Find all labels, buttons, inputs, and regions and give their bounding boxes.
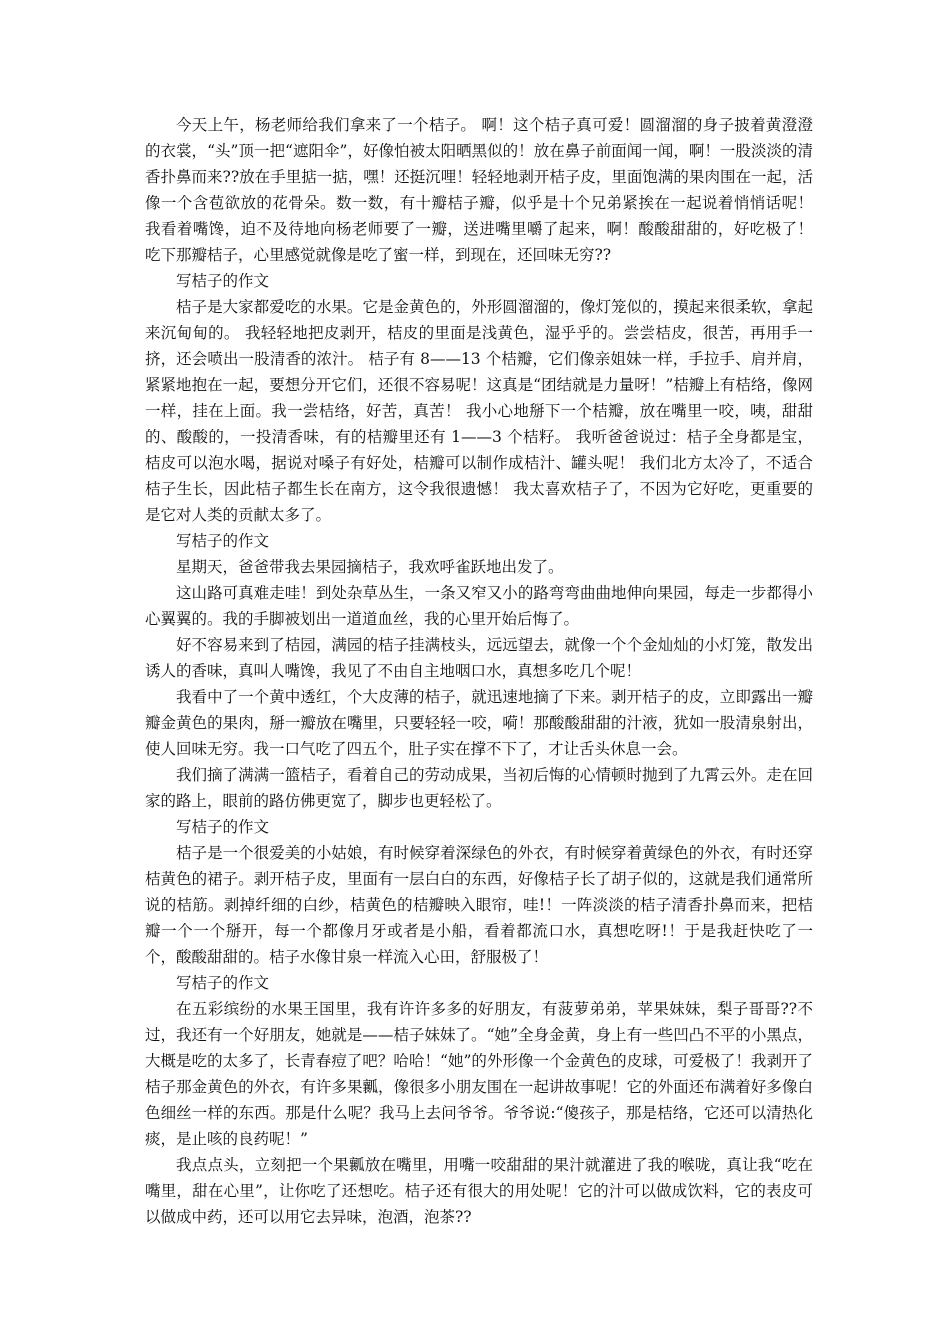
paragraph: 今天上午，杨老师给我们拿来了一个桔子。 啊！这个桔子真可爱！圆溜溜的身子披着黄澄澄的衣裳，“头”顶一把“遮阳伞”，好像怕被太阳晒黑似的！放在鼻子前面闻一闻，啊！一股淡淡的清香扑鼻而来??放在手里掂一掂，嘿！还挺沉哩！轻轻地剥开桔子皮，里面饱满的果肉围在一起，活像一个含苞欲放的花骨朵。数一数，有十瓣桔子瓣，似乎是十个兄弟紧挨在一起说着悄悄话呢！ 我看着嘴馋，迫不及待地向杨老师要了一瓣，送进嘴里嚼了起来，啊！酸酸甜甜的，好吃极了！ 吃下那瓣桔子，心里感觉就像是吃了蜜一样，到现在，还回味无穷?? <box>145 116 813 264</box>
paragraph: 我们摘了满满一篮桔子，看着自己的劳动成果，当初后悔的心情顿时抛到了九霄云外。走在回家的路上，眼前的路仿佛更宽了，脚步也更轻松了。 <box>145 766 813 810</box>
section-title: 写桔子的作文 <box>176 818 270 836</box>
paragraph: 好不容易来到了桔园，满园的桔子挂满枝头，远远望去，就像一个个金灿灿的小灯笼，散发出诱人的香味，真叫人嘴馋，我见了不由自主地咽口水，真想多吃几个呢！ <box>145 636 813 680</box>
section-title: 写桔子的作文 <box>176 532 270 550</box>
section-title: 写桔子的作文 <box>176 272 270 290</box>
section-title: 写桔子的作文 <box>176 974 270 992</box>
document-page <box>145 112 813 1230</box>
paragraph: 在五彩缤纷的水果王国里，我有许许多多的好朋友，有菠萝弟弟，苹果妹妹，梨子哥哥??不过，我还有一个好朋友，她就是——桔子妹妹了。“她”全身金黄，身上有一些凹凸不平的小黑点，大概是吃的太多了，长青春痘了吧？哈哈！“她”的外形像一个金黄色的皮球，可爱极了！我剥开了桔子那金黄色的外衣，有许多果瓤，像很多小朋友围在一起讲故事呢！它的外面还布满着好多像白色细丝一样的东西。那是什么呢？我马上去问爷爷。爷爷说:“傻孩子，那是桔络，它还可以清热化痰，是止咳的良药呢！” <box>145 1000 813 1148</box>
paragraph: 星期天，爸爸带我去果园摘桔子，我欢呼雀跃地出发了。 <box>176 558 564 576</box>
paragraph: 这山路可真难走哇！到处杂草丛生，一条又窄又小的路弯弯曲曲地伸向果园，每走一步都得小心翼翼的。我的手脚被划出一道道血丝，我的心里开始后悔了。 <box>145 584 813 628</box>
paragraph: 我点点头，立刻把一个果瓤放在嘴里，用嘴一咬甜甜的果汁就灌进了我的喉咙，真让我“吃在嘴里，甜在心里”，让你吃了还想吃。桔子还有很大的用处呢！它的汁可以做成饮料，它的表皮可以做成中药，还可以用它去异味，泡酒，泡茶?? <box>145 1156 813 1226</box>
paragraph: 我看中了一个黄中透红，个大皮薄的桔子，就迅速地摘了下来。剥开桔子的皮，立即露出一瓣瓣金黄色的果肉，掰一瓣放在嘴里，只要轻轻一咬，嗬！那酸酸甜甜的汁液，犹如一股清泉射出，使人回味无穷。我一口气吃了四五个，肚子实在撑不下了，才让舌头休息一会。 <box>145 688 813 758</box>
paragraph: 桔子是一个很爱美的小姑娘，有时候穿着深绿色的外衣，有时候穿着黄绿色的外衣，有时还穿桔黄色的裙子。剥开桔子皮，里面有一层白白的东西，好像桔子长了胡子似的，这就是我们通常所说的桔筋。剥掉纤细的白纱，桔黄色的桔瓣映入眼帘，哇!！一阵淡淡的桔子清香扑鼻而来，把桔瓣一个一个掰开，每一个都像月牙或者是小船，看着都流口水，真想吃呀!！于是我赶快吃了一个，酸酸甜甜的。桔子水像甘泉一样流入心田，舒服极了！ <box>145 844 813 966</box>
paragraph: 桔子是大家都爱吃的水果。它是金黄色的，外形圆溜溜的，像灯笼似的，摸起来很柔软，拿起来沉甸甸的。 我轻轻地把皮剥开，桔皮的里面是浅黄色，湿乎乎的。尝尝桔皮，很苦，再用手一挤，还会喷出一股清香的浓汁。 桔子有 8——13 个桔瓣，它们像亲姐妹一样，手拉手、肩并肩，紧紧地抱在一起，要想分开它们，还很不容易呢！这真是“团结就是力量呀！”桔瓣上有桔络，像网一样，挂在上面。我一尝桔络，好苦，真苦！ 我小心地掰下一个桔瓣，放在嘴里一咬，咦，甜甜的、酸酸的，一投清香味，有的桔瓣里还有 1——3 个桔籽。 我听爸爸说过：桔子全身都是宝，桔皮可以泡水喝，据说对嗓子有好处，桔瓣可以制作成桔汁、罐头呢！ 我们北方太冷了，不适合桔子生长，因此桔子都生长在南方，这令我很遗憾！ 我太喜欢桔子了，不因为它好吃，更重要的是它对人类的贡献太多了。 <box>145 298 813 524</box>
